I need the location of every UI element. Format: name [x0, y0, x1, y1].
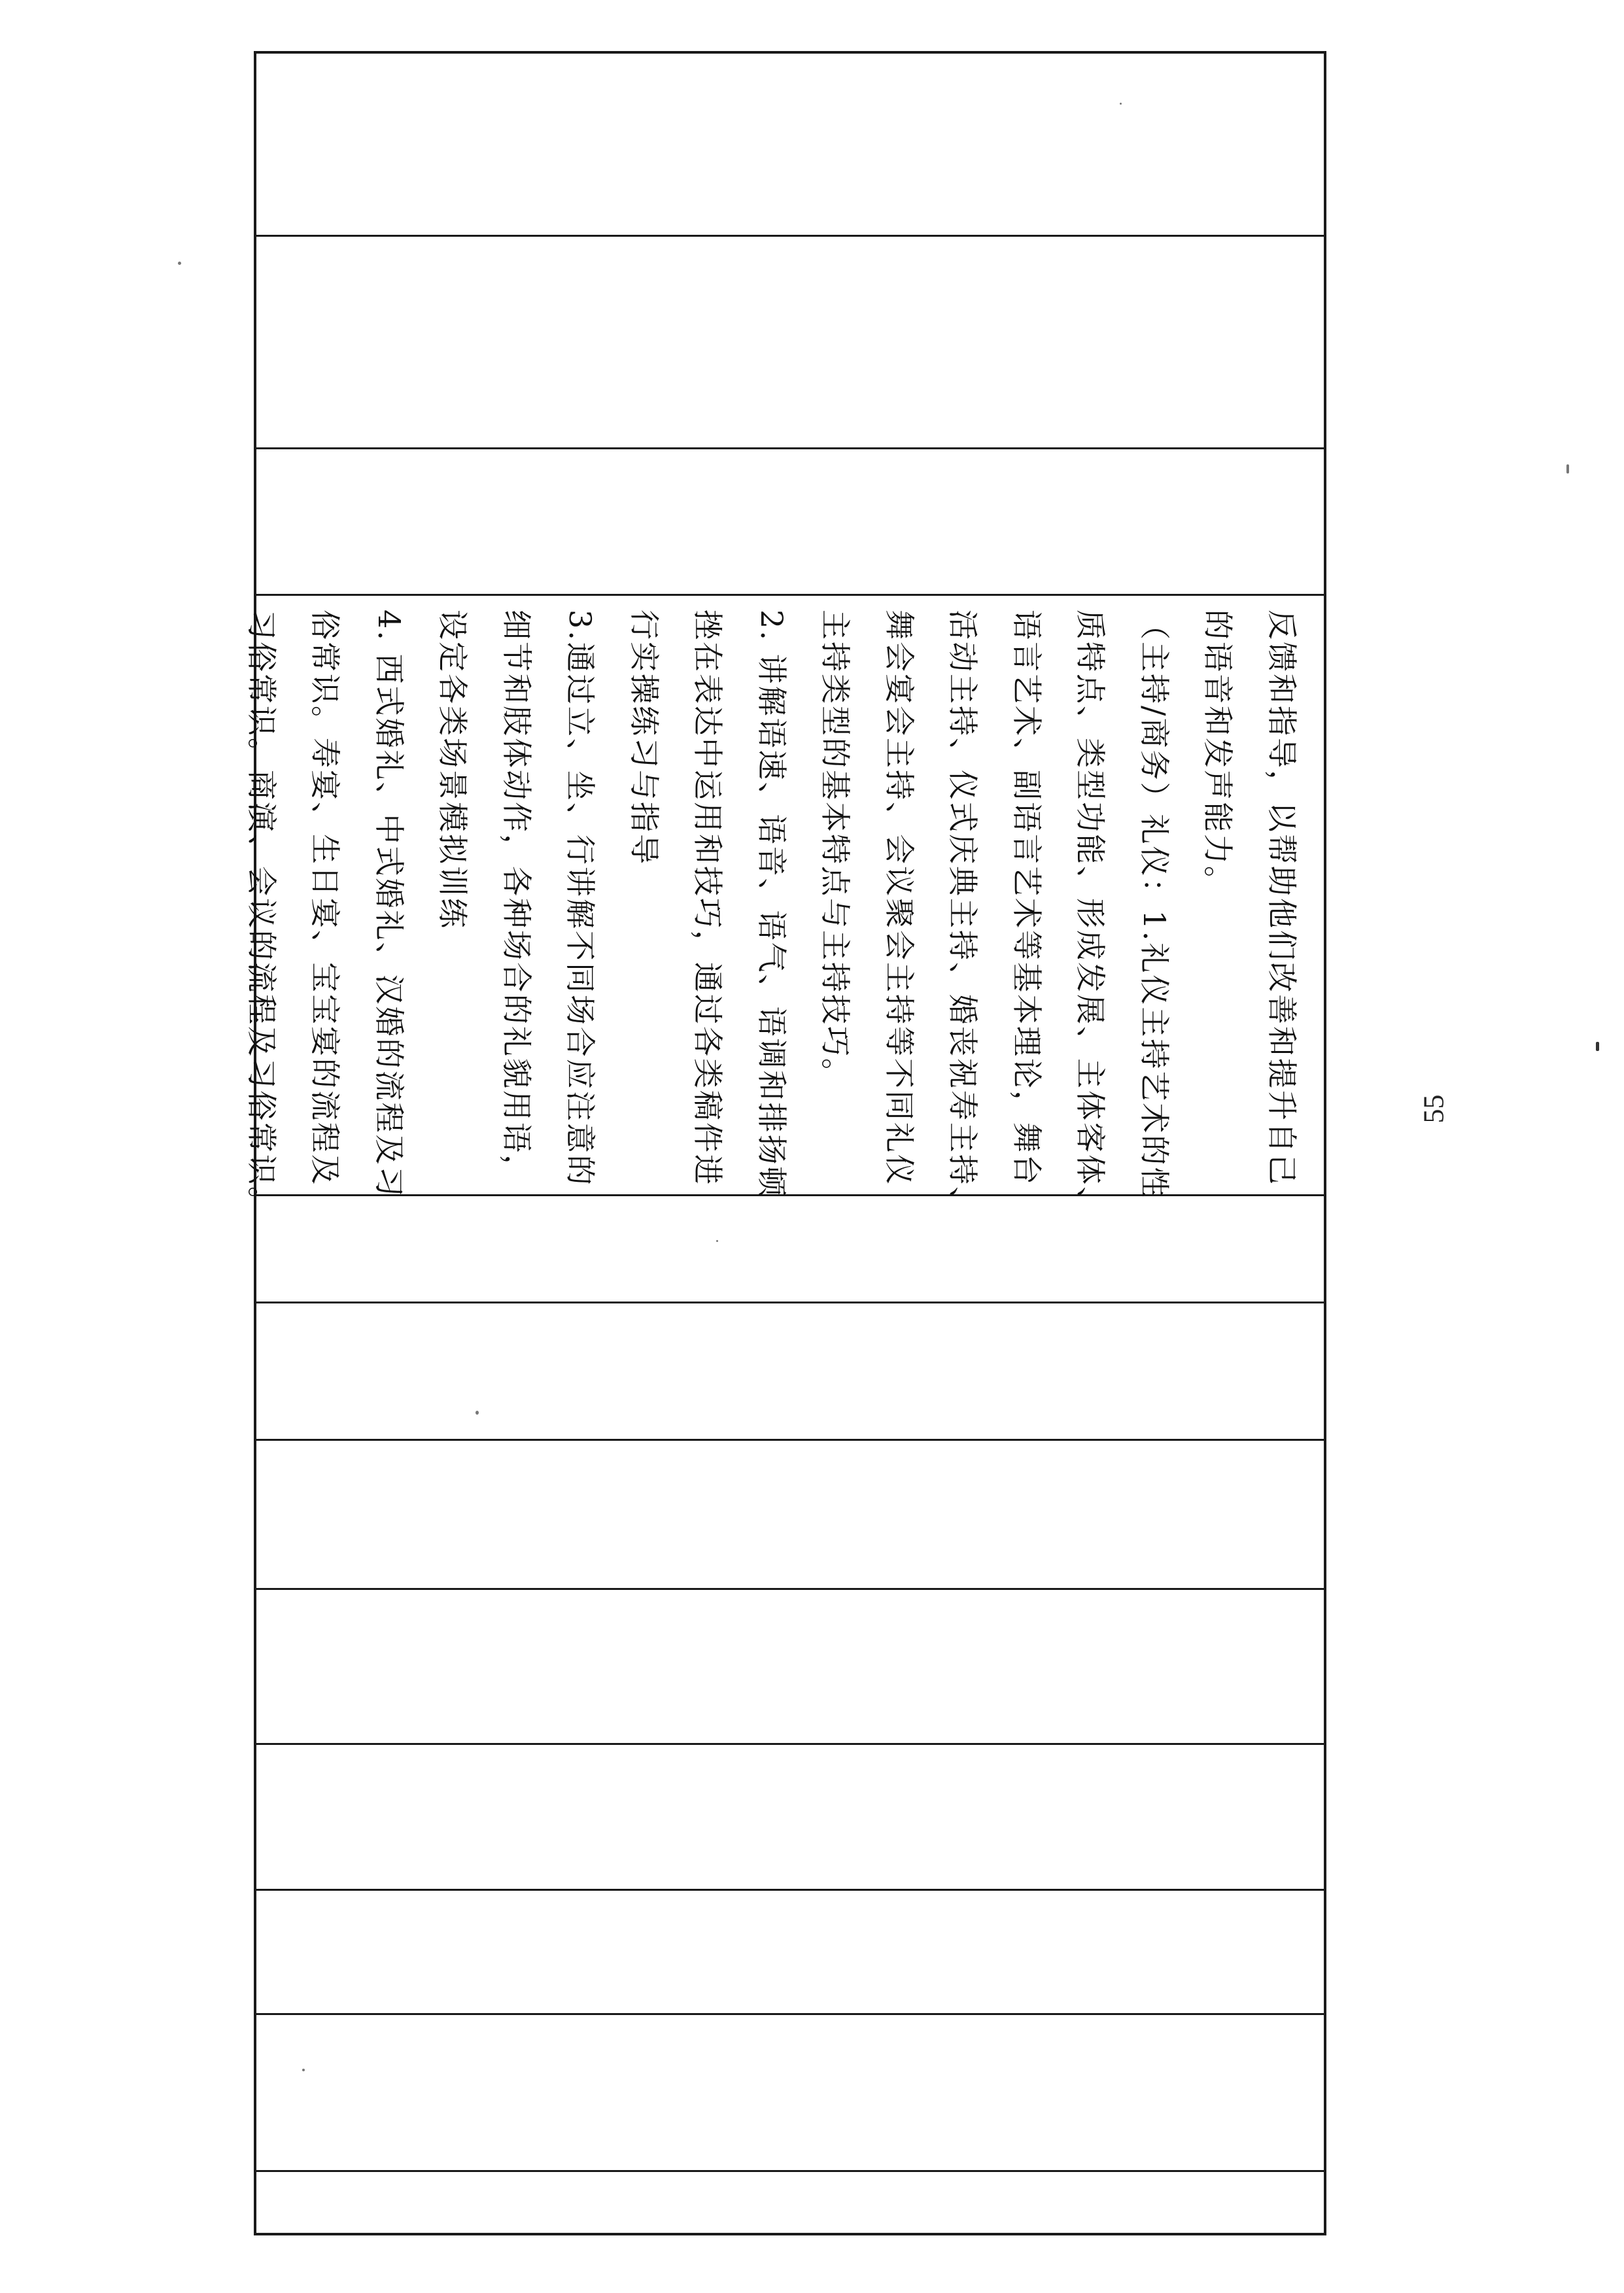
text-line: 的语音和发声能力。 — [1200, 610, 1236, 898]
scan-speck — [302, 2069, 305, 2071]
scan-speck — [1566, 464, 1569, 474]
scan-speck — [178, 262, 181, 265]
row-divider — [254, 1889, 1326, 1891]
text-line: 舞会宴会主持、会议聚会主持等不同礼仪 — [882, 610, 917, 1186]
row-divider — [254, 1439, 1326, 1441]
text-line: 主持类型的基本特点与主持技巧。 — [818, 610, 854, 1090]
text-line: 习俗常识。商演、会议的流程及习俗常识。 — [244, 610, 279, 1218]
row-divider — [254, 1588, 1326, 1590]
text-line: 3.通过立、坐、行讲解不同场合应注意的 — [562, 610, 598, 1187]
text-line: 4. 西式婚礼、中式婚礼、汉婚的流程及习 — [371, 610, 407, 1199]
text-line: 2. 讲解语速、语音、语气、语调和排扬顿 — [754, 610, 789, 1199]
course-content-cell — [244, 595, 1326, 1218]
text-line: 设定各类场景模拟训练 — [435, 610, 471, 930]
text-line: （主持/商务）礼仪：1.礼仪主持艺术的性 — [1137, 610, 1172, 1199]
row-divider — [254, 1302, 1326, 1303]
text-line: 挫在表达中运用和技巧，通过各类稿件进 — [690, 610, 726, 1186]
row-divider — [254, 2013, 1326, 2015]
text-line: 质特点、类型功能、形成发展、主体客体、 — [1073, 610, 1109, 1218]
text-line: 反馈和指导，以帮助他们改善和提升自己 — [1264, 610, 1300, 1186]
text-line: 行实操练习与指导 — [627, 610, 662, 866]
scan-speck — [1120, 103, 1122, 105]
scan-speck — [475, 1411, 479, 1415]
page-number: 55 — [1417, 1094, 1450, 1124]
text-line: 俗常识。寿宴、生日宴、宝宝宴的流程及 — [307, 610, 343, 1186]
row-divider — [254, 1743, 1326, 1745]
row-divider — [254, 235, 1326, 237]
text-line: 活动主持、仪式庆典主持、婚丧祝寿主持、 — [945, 610, 981, 1218]
scan-speck — [716, 1240, 718, 1242]
course-content-text — [244, 595, 1326, 1218]
text-line: 细节和肢体动作，各种场合的礼貌用语， — [499, 610, 534, 1186]
text-line: 语言艺术、副语言艺术等基本理论，舞台 — [1009, 610, 1045, 1186]
scan-speck — [1596, 1042, 1599, 1051]
row-divider — [254, 2170, 1326, 2172]
row-divider — [254, 447, 1326, 449]
